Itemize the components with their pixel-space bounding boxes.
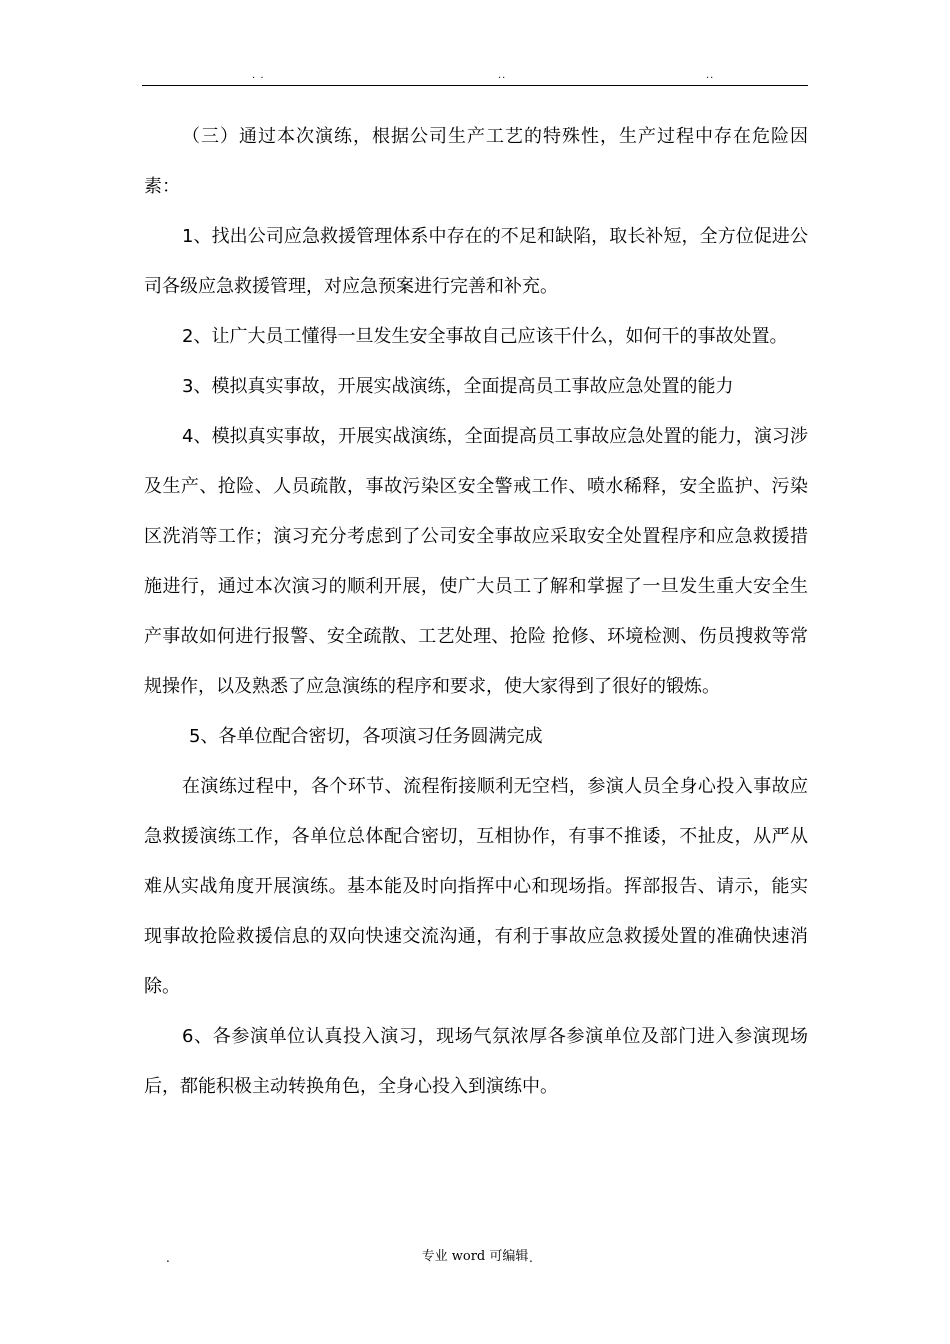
footer-text: 专业 word 可编辑 (421, 1249, 529, 1264)
footer-dot-right: . (529, 1251, 533, 1265)
document-body (144, 112, 808, 1112)
header-dot-left: . . (252, 70, 265, 81)
header-dot-right: .. (706, 70, 715, 81)
paragraph-item-4: 4、模拟真实事故，开展实战演练，全面提高员工事故应急处置的能力，演习涉及生产、抢险、人员疏散，事故污染区安全警戒工作、喷水稀释，安全监护、污染区洗消等工作；演习充分考虑到了公司安全事故应采取安全处置程序和应急救援措施进行，通过本次演习的顺利开展，使广大员工了解和掌握了一旦发生重大安全生产事故如何进行报警、安全疏散、工艺处理、抢险 抢修、环境检测、伤员搜救等常规操作，以及熟悉了应急演练的程序和要求，使大家得到了很好的锻炼。 (144, 426, 808, 697)
paragraph-item-1: 1、找出公司应急救援管理体系中存在的不足和缺陷，取长补短，全方位促进公司各级应急救援管理，对应急预案进行完善和补充。 (144, 226, 808, 297)
paragraph-item-6: 6、各参演单位认真投入演习，现场气氛浓厚各参演单位及部门进入参演现场后，都能积极主动转换角色，全身心投入到演练中。 (144, 1026, 808, 1097)
header-rule (142, 85, 808, 86)
paragraph-item-5: 5、各单位配合密切，各项演习任务圆满完成 (189, 726, 543, 747)
footer-dot-left: . (166, 1251, 170, 1265)
paragraph-item-2: 2、让广大员工懂得一旦发生安全事故自己应该干什么，如何干的事故处置。 (182, 326, 788, 347)
paragraph-intro: （三）通过本次演练，根据公司生产工艺的特殊性，生产过程中存在危险因素： (144, 126, 808, 197)
paragraph-exercise-process: 在演练过程中，各个环节、流程衔接顺利无空档，参演人员全身心投入事故应急救援演练工作，各单位总体配合密切，互相协作，有事不推诿，不扯皮，从严从难从实战角度开展演练。基本能及时向指挥中心和现场指。挥部报告、请示，能实现事故抢险救援信息的双向快速交流沟通，有利于事故应急救援处置的准确快速消除。 (144, 776, 808, 997)
paragraph-item-3: 3、模拟真实事故，开展实战演练，全面提高员工事故应急处置的能力 (182, 376, 734, 397)
header-dot-center: .. (498, 70, 507, 81)
